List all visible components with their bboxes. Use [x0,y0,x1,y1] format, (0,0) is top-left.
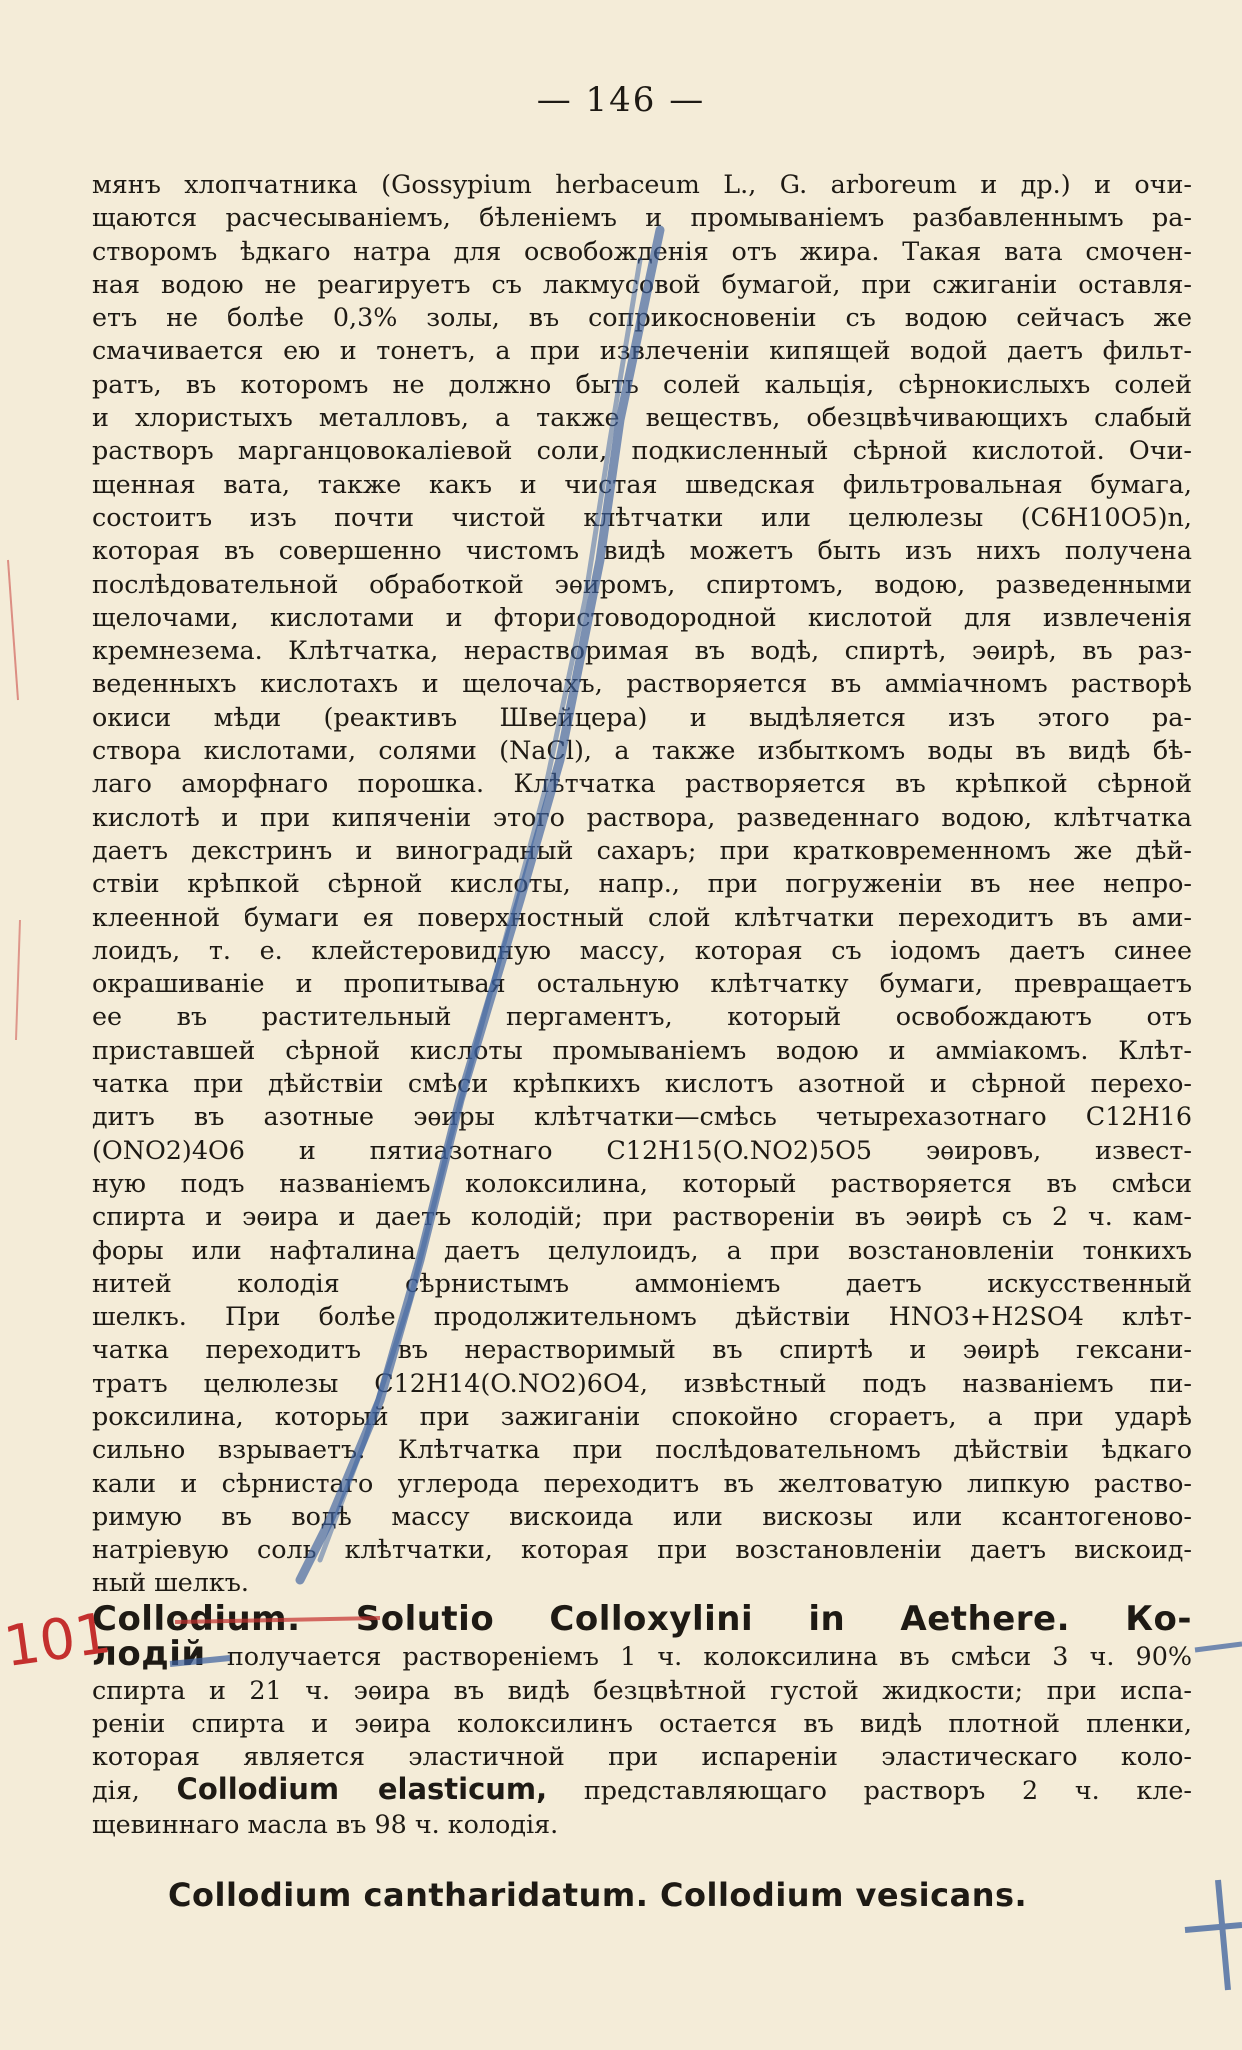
page-number: — 146 — [536,80,706,120]
text-line: щенная вата, также какъ и чистая шведская фильтровальная бумага, [92,468,1192,499]
entry-text-fragment: дія, [92,1775,177,1806]
text-line: окиси мѣди (реактивъ Швейцера) и выдѣляется изъ этого ра- [92,701,1192,732]
entry-text-line: которая является эластичной при испареніи эластическаго коло- [92,1741,1192,1772]
text-line: и хлористыхъ металловъ, а также веществъ, обезцвѣчивающихъ слабый [92,402,1192,433]
text-line: кремнезема. Клѣтчатка, нерастворимая въ водѣ, спиртѣ, эѳирѣ, въ раз- [92,635,1192,666]
text-line: щелочами, кислотами и фтористоводородной кислотой для извлеченія [92,601,1192,632]
text-line: дитъ въ азотные эѳиры клѣтчатки—смѣсь четырехазотнаго C12H16 [92,1101,1192,1132]
entry-title-collodium-cantharidatum: Collodium cantharidatum. Collodium vesicans. [168,1876,1028,1914]
red-margin-stroke [16,920,20,1040]
text-line: чатка при дѣйствіи смѣси крѣпкихъ кислотъ азотной и сѣрной перехо- [92,1068,1192,1099]
text-line: створомъ ѣдкаго натра для освобожденія отъ жира. Такая вата смочен- [92,235,1192,266]
text-line: створа кислотами, солями (NaCl), а также избыткомъ воды въ видѣ бѣ- [92,735,1192,766]
text-line: щаются расчесываніемъ, бѣленіемъ и промываніемъ разбавленнымъ ра- [92,202,1192,233]
text-line: (ONO2)4O6 и пятиазотнаго C12H15(O.NO2)5O5 эѳировъ, извест- [92,1134,1192,1165]
text-line: состоитъ изъ почти чистой клѣтчатки или целюлезы (C6H10O5)n, [92,501,1192,532]
text-line: окрашиваніе и пропитывая остальную клѣтчатку бумаги, превращаетъ [92,968,1192,999]
text-line: чатка переходитъ въ нерастворимый въ спиртѣ и эѳирѣ гексани- [92,1334,1192,1365]
text-line: спирта и эѳира и даетъ колодій; при растворенiи въ эѳирѣ съ 2 ч. кам- [92,1201,1192,1232]
text-line: кали и сѣрнистаго углерода переходитъ въ желтоватую липкую раство- [92,1467,1192,1498]
text-line: шелкъ. При болѣе продолжительномъ дѣйствіи HNO3+H2SO4 клѣт- [92,1301,1192,1332]
text-line: послѣдовательной обработкой эѳиромъ, спиртомъ, водою, разведенными [92,568,1192,599]
entry-title-collodium-continued: лодій [92,1634,206,1675]
text-line: ствіи крѣпкой сѣрной кислоты, напр., при погруженіи въ нее непро- [92,868,1192,899]
text-line: растворъ марганцовокаліевой соли, подкисленный сѣрной кислотой. Очи- [92,435,1192,466]
entry-text-line: получается раствореніемъ 1 ч. колоксилина въ смѣси 3 ч. 90% [205,1641,1192,1672]
text-line: ный шелкъ. [92,1567,249,1598]
text-line: мянъ хлопчатника (Gossypium herbaceum L., G. arboreum и др.) и очи- [92,169,1192,199]
text-line: приставшей сѣрной кислоты промываніемъ водою и амміакомъ. Клѣт- [92,1034,1192,1065]
entry-text-line: реніи спирта и эѳира колоксилинъ остается въ видѣ плотной пленки, [92,1707,1192,1738]
text-line: етъ не болѣе 0,3% золы, въ соприкосновеніи съ водою сейчасъ же [92,302,1192,333]
text-line: ратъ, въ которомъ не должно быть солей кальція, сѣрнокислыхъ солей [92,368,1192,399]
margin-note: 101 [0,1600,115,1681]
text-line: которая въ совершенно чистомъ видѣ можетъ быть изъ нихъ получена [92,535,1192,566]
entry-text-line: щевиннаго масла въ 98 ч. колодія. [92,1808,559,1839]
text-line: лоидъ, т. е. клейстеровидную массу, которая съ іодомъ даетъ синее [92,934,1192,965]
entry-text-fragment: представляющаго растворъ 2 ч. кле- [547,1775,1192,1806]
red-margin-stroke [8,560,18,700]
text-line: сильно взрываетъ. Клѣтчатка при послѣдовательномъ дѣйствіи ѣдкаго [92,1434,1192,1465]
text-line: клеенной бумаги ея поверхностный слой клѣтчатки переходитъ въ ами- [92,901,1192,932]
entry-title-collodium: Collodium. Solutio Colloxylini in Aethere. Ко- [92,1599,1192,1639]
text-line: даетъ декстринъ и виноградный сахаръ; при кратковременномъ же дѣй- [92,834,1192,865]
entry-collodium [92,1599,1192,1841]
blue-margin-dash [1195,1644,1242,1650]
entry-subtitle-collodium-elasticum: Collodium elasticum, [176,1772,548,1807]
text-line: ную подъ названіемъ колоксилина, который растворяется въ смѣси [92,1167,1192,1198]
text-line: натріевую соль клѣтчатки, которая при возстановленіи даетъ вискоид- [92,1534,1192,1565]
text-line: кислотѣ и при кипяченіи этого раствора, разведеннаго водою, клѣтчатка [92,801,1192,832]
body-text [92,168,1192,1600]
text-line: веденныхъ кислотахъ и щелочахъ, растворяется въ амміачномъ растворѣ [92,668,1192,699]
text-line: форы или нафталина даетъ целулоидъ, а при возстановленіи тонкихъ [92,1234,1192,1265]
text-line: ная водою не реагируетъ съ лакмусовой бумагой, при сжиганіи оставля- [92,268,1192,299]
text-line: тратъ целюлезы C12H14(O.NO2)6O4, извѣстный подъ названіемъ пи- [92,1367,1192,1398]
text-line: римую въ водѣ массу вискоида или вискозы или ксантогеново- [92,1500,1192,1531]
text-line: роксилина, который при зажиганіи спокойно сгораетъ, а при ударѣ [92,1400,1192,1431]
text-line: нитей колодія сѣрнистымъ аммоніемъ даетъ искусственный [92,1267,1192,1298]
text-line: лаго аморфнаго порошка. Клѣтчатка растворяется въ крѣпкой сѣрной [92,768,1192,799]
text-line: ее въ растительный пергаментъ, который освобождаютъ отъ [92,1001,1192,1032]
entry-text-line: спирта и 21 ч. эѳира въ видѣ безцвѣтной густой жидкости; при испа- [92,1674,1192,1705]
text-line: смачивается ею и тонетъ, а при извлеченіи кипящей водой даетъ фильт- [92,335,1192,366]
